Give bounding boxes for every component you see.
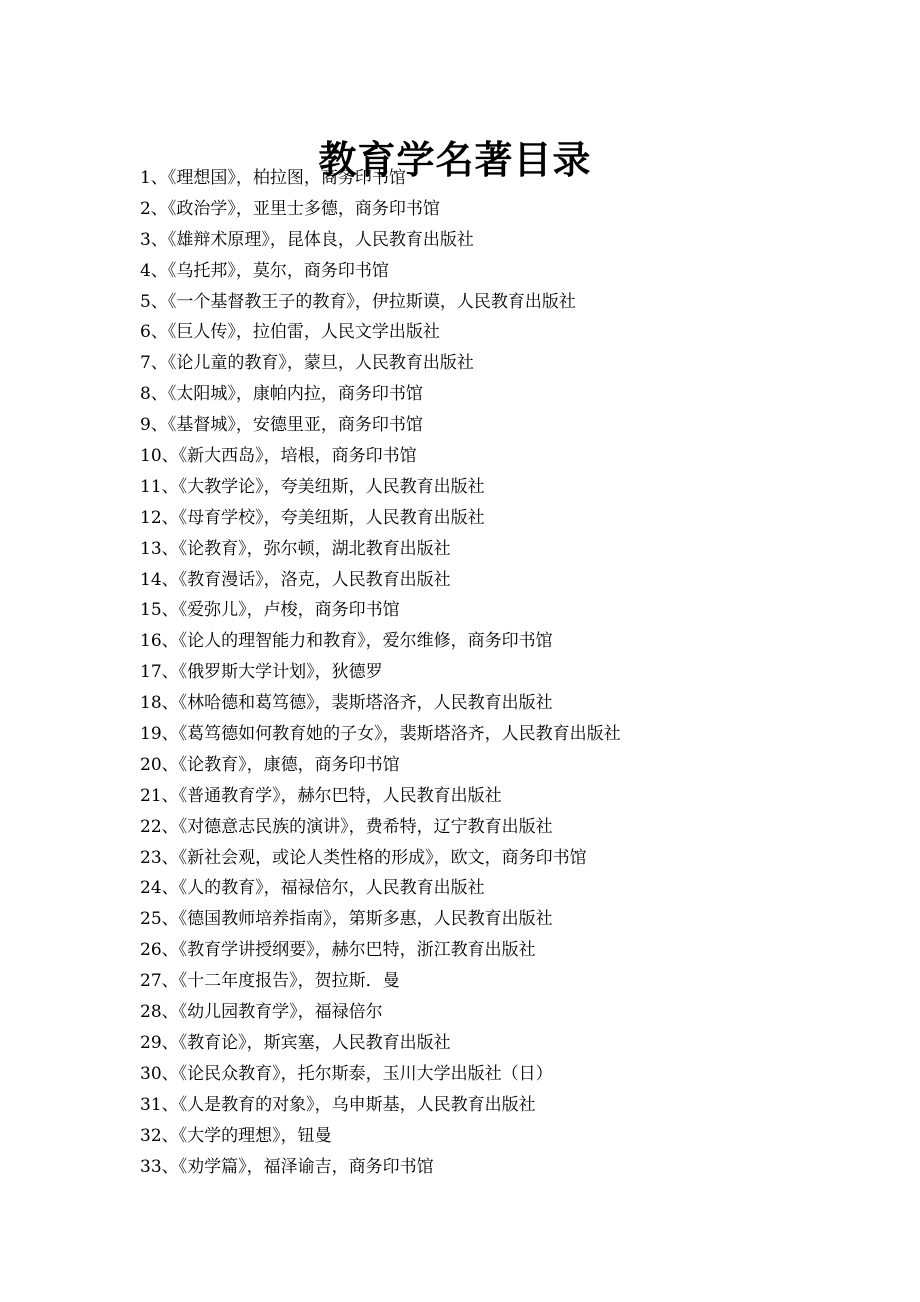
list-item: 32、《大学的理想》，钮曼: [140, 1125, 332, 1146]
list-item: 11、《大教学论》，夸美纽斯，人民教育出版社: [140, 476, 485, 497]
list-item: 17、《俄罗斯大学计划》，狄德罗: [140, 662, 383, 683]
list-item: 18、《林哈德和葛笃德》，裴斯塔洛齐，人民教育出版社: [140, 693, 553, 714]
list-item: 13、《论教育》，弥尔顿，湖北教育出版社: [140, 538, 451, 559]
list-item: 3、《雄辩术原理》，昆体良，人民教育出版社: [140, 229, 474, 250]
list-item: 6、《巨人传》，拉伯雷，人民文学出版社: [140, 322, 440, 343]
list-item: 24、《人的教育》，福禄倍尔，人民教育出版社: [140, 878, 485, 899]
list-item: 23、《新社会观，或论人类性格的形成》，欧文，商务印书馆: [140, 847, 587, 868]
list-item: 30、《论民众教育》，托尔斯泰，玉川大学出版社（日）: [140, 1063, 553, 1084]
list-item: 7、《论儿童的教育》，蒙旦，人民教育出版社: [140, 353, 474, 374]
list-item: 25、《德国教师培养指南》，第斯多惠，人民教育出版社: [140, 909, 553, 930]
list-item: 15、《爱弥儿》，卢梭，商务印书馆: [140, 600, 400, 621]
list-item: 16、《论人的理智能力和教育》，爱尔维修，商务印书馆: [140, 631, 553, 652]
list-item: 10、《新大西岛》，培根，商务印书馆: [140, 446, 417, 467]
list-item: 8、《太阳城》，康帕内拉，商务印书馆: [140, 384, 423, 405]
list-item: 5、《一个基督教王子的教育》，伊拉斯谟，人民教育出版社: [140, 291, 576, 312]
page-title: 教育学名著目录: [318, 137, 592, 183]
list-item: 29、《教育论》，斯宾塞，人民教育出版社: [140, 1032, 451, 1053]
list-item: 4、《乌托邦》，莫尔，商务印书馆: [140, 260, 389, 281]
list-item: 14、《教育漫话》，洛克，人民教育出版社: [140, 569, 451, 590]
list-item: 2、《政治学》，亚里士多德，商务印书馆: [140, 198, 440, 219]
list-item: 26、《教育学讲授纲要》，赫尔巴特，浙江教育出版社: [140, 940, 536, 961]
list-item: 9、《基督城》，安德里亚，商务印书馆: [140, 415, 423, 436]
list-item: 19、《葛笃德如何教育她的子女》，裴斯塔洛齐，人民教育出版社: [140, 724, 621, 745]
list-item: 12、《母育学校》，夸美纽斯，人民教育出版社: [140, 507, 485, 528]
list-item: 33、《劝学篇》，福泽谕吉，商务印书馆: [140, 1156, 434, 1177]
list-item: 27、《十二年度报告》，贺拉斯．曼: [140, 971, 400, 992]
list-item: 21、《普通教育学》，赫尔巴特，人民教育出版社: [140, 785, 502, 806]
list-item: 20、《论教育》，康德，商务印书馆: [140, 754, 400, 775]
book-list: [140, 163, 621, 1182]
list-item: 1、《理想国》，柏拉图，商务印书馆: [140, 168, 406, 188]
list-item: 31、《人是教育的对象》，乌申斯基，人民教育出版社: [140, 1094, 536, 1115]
list-item: 22、《对德意志民族的演讲》，费希特，辽宁教育出版社: [140, 816, 553, 837]
list-item: 28、《幼儿园教育学》，福禄倍尔: [140, 1002, 383, 1023]
